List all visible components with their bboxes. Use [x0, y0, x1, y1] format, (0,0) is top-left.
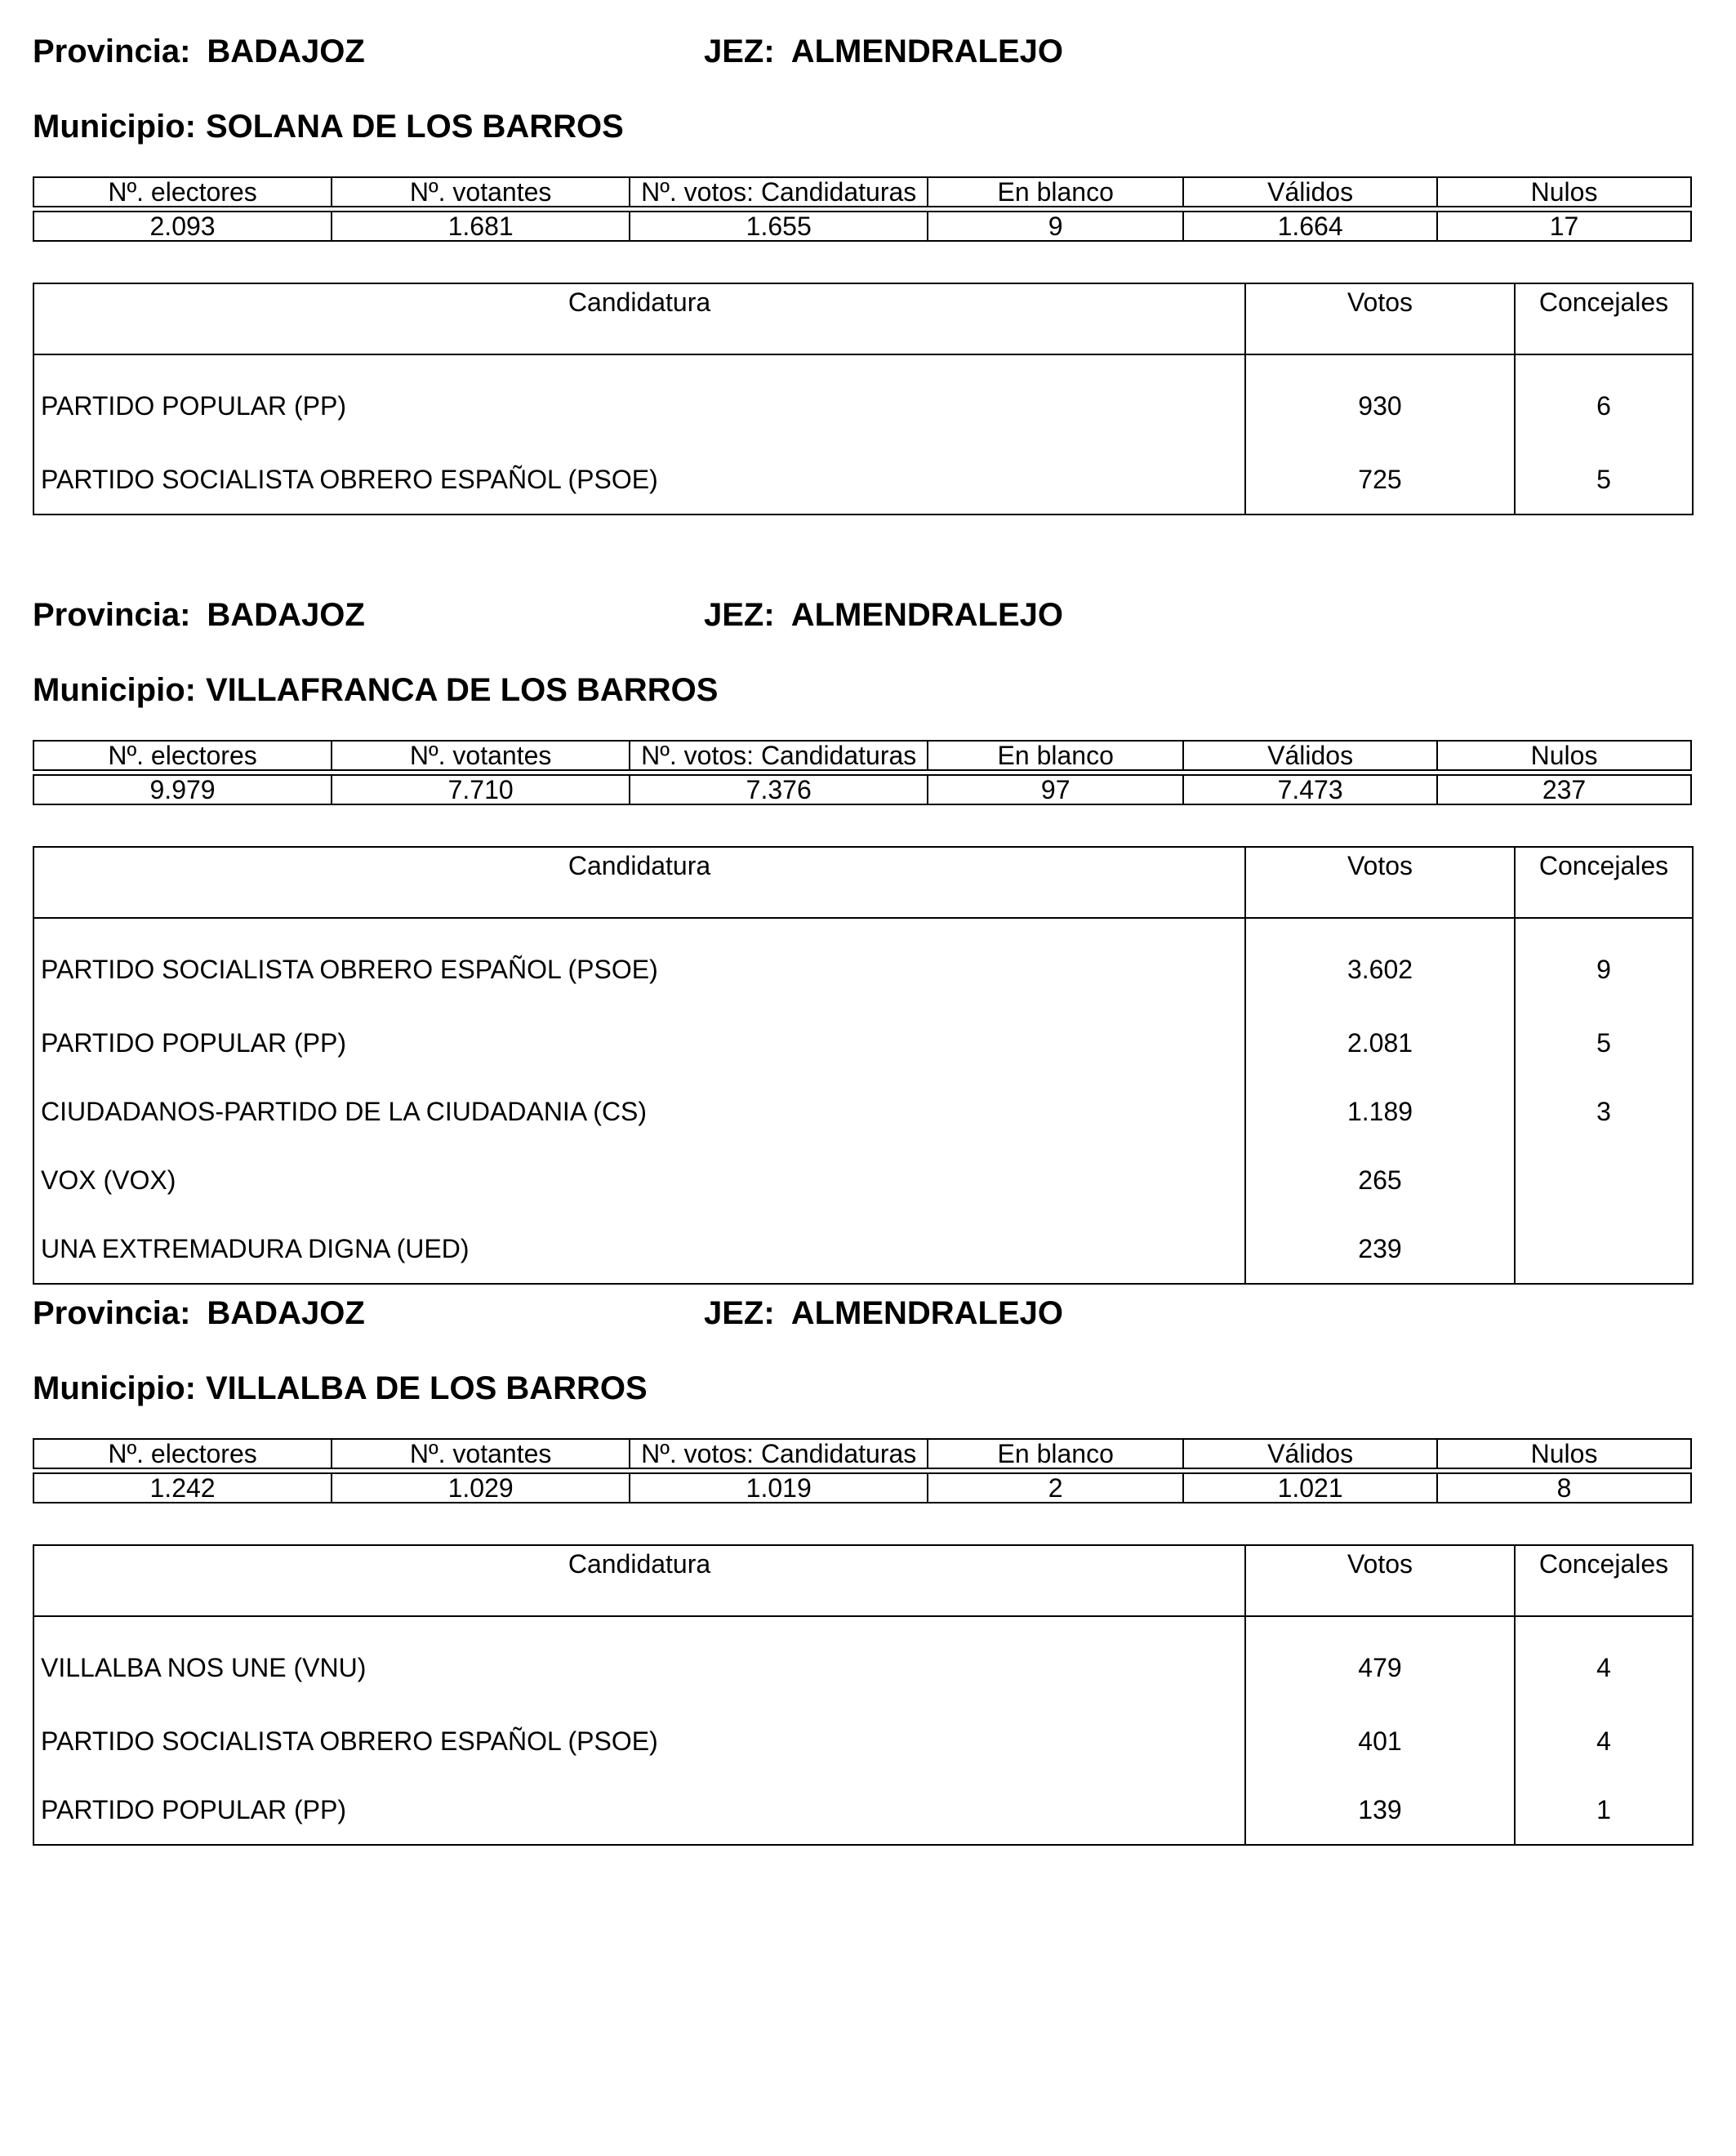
- results-table: [33, 1544, 1694, 1846]
- party-seats: 3: [1515, 1077, 1693, 1146]
- party-name: PARTIDO SOCIALISTA OBRERO ESPAÑOL (PSOE): [41, 1726, 658, 1756]
- candidatura-header: Candidatura: [33, 283, 1245, 354]
- summary-table: [33, 740, 1692, 805]
- jez-label: JEZ:: [704, 33, 775, 69]
- summary-value-cell: 9.979: [33, 775, 332, 804]
- jez-value: ALMENDRALEJO: [790, 597, 1064, 633]
- concejales-header: Concejales: [1515, 847, 1693, 918]
- summary-header-cell: En blanco: [928, 177, 1183, 207]
- party-seats: 5: [1515, 445, 1693, 514]
- summary-header-cell: Nº. electores: [33, 1439, 332, 1468]
- municipio-heading: [33, 108, 624, 145]
- summary-value-cell: 1.029: [332, 1473, 630, 1503]
- candidatura-header: Candidatura: [33, 847, 1245, 918]
- party-votes: 401: [1245, 1707, 1515, 1775]
- result-row: [33, 445, 1693, 514]
- party-seats: 6: [1515, 354, 1693, 445]
- summary-value-cell: 1.019: [630, 1473, 928, 1503]
- summary-value-cell: 1.664: [1183, 212, 1437, 241]
- jez-heading: [704, 33, 1063, 70]
- municipio-heading: [33, 671, 718, 709]
- summary-header-cell: Nº. electores: [33, 741, 332, 770]
- results-table: [33, 283, 1694, 515]
- summary-header-cell: En blanco: [928, 1439, 1183, 1468]
- concejales-header: Concejales: [1515, 1545, 1693, 1616]
- party-votes: 1.189: [1245, 1077, 1515, 1146]
- party-votes: 479: [1245, 1616, 1515, 1707]
- party-votes: 265: [1245, 1146, 1515, 1214]
- party-name: CIUDADANOS-PARTIDO DE LA CIUDADANIA (CS): [41, 1096, 648, 1126]
- municipality-section: [0, 564, 1736, 1266]
- municipality-section: [0, 1262, 1736, 1964]
- jez-heading: [704, 596, 1063, 634]
- result-row: [33, 1707, 1693, 1775]
- summary-value-cell: 17: [1437, 212, 1691, 241]
- municipio-label: Municipio:: [33, 109, 196, 145]
- result-row: [33, 1616, 1693, 1707]
- summary-value-cell: 97: [928, 775, 1183, 804]
- party-name: PARTIDO POPULAR (PP): [41, 1027, 346, 1058]
- votos-header: Votos: [1245, 283, 1515, 354]
- municipio-label: Municipio:: [33, 1370, 196, 1406]
- summary-value-cell: 237: [1437, 775, 1691, 804]
- summary-value-cell: 7.376: [630, 775, 928, 804]
- municipio-value: VILLAFRANCA DE LOS BARROS: [205, 672, 719, 708]
- party-votes: 239: [1245, 1214, 1515, 1284]
- summary-value-cell: 7.473: [1183, 775, 1437, 804]
- party-votes: 725: [1245, 445, 1515, 514]
- results-header-row: [33, 283, 1693, 354]
- jez-heading: [704, 1294, 1063, 1332]
- summary-table: [33, 176, 1692, 242]
- provincia-value: BADAJOZ: [207, 1295, 365, 1331]
- summary-value-cell: 1.021: [1183, 1473, 1437, 1503]
- municipio-heading: [33, 1370, 648, 1407]
- summary-value-cell: 8: [1437, 1473, 1691, 1503]
- summary-header-cell: Nº. votantes: [332, 1439, 630, 1468]
- summary-header-cell: Nulos: [1437, 177, 1691, 207]
- summary-value-cell: 9: [928, 212, 1183, 241]
- provincia-label: Provincia:: [33, 1295, 191, 1331]
- result-row: [33, 1009, 1693, 1077]
- summary-header-cell: Nº. votos: Candidaturas: [630, 177, 928, 207]
- summary-value-row: [33, 212, 1691, 241]
- summary-value-row: [33, 1473, 1691, 1503]
- result-row: [33, 918, 1693, 1009]
- candidatura-header: Candidatura: [33, 1545, 1245, 1616]
- jez-value: ALMENDRALEJO: [790, 33, 1064, 69]
- summary-header-cell: Nulos: [1437, 1439, 1691, 1468]
- provincia-heading: [33, 596, 365, 634]
- provincia-label: Provincia:: [33, 33, 191, 69]
- summary-value-cell: 2.093: [33, 212, 332, 241]
- jez-label: JEZ:: [704, 597, 775, 633]
- party-votes: 930: [1245, 354, 1515, 445]
- summary-value-cell: 2: [928, 1473, 1183, 1503]
- jez-label: JEZ:: [704, 1295, 775, 1331]
- summary-header-cell: Nulos: [1437, 741, 1691, 770]
- result-row: [33, 354, 1693, 445]
- summary-header-cell: Válidos: [1183, 741, 1437, 770]
- summary-table: [33, 1438, 1692, 1503]
- votos-header: Votos: [1245, 1545, 1515, 1616]
- jez-value: ALMENDRALEJO: [790, 1295, 1064, 1331]
- party-name: UNA EXTREMADURA DIGNA (UED): [41, 1233, 470, 1263]
- summary-header-row: [33, 1439, 1691, 1468]
- summary-value-cell: 1.242: [33, 1473, 332, 1503]
- provincia-heading: [33, 1294, 365, 1332]
- summary-header-row: [33, 741, 1691, 770]
- summary-header-cell: En blanco: [928, 741, 1183, 770]
- results-table: [33, 846, 1694, 1285]
- party-seats: 4: [1515, 1707, 1693, 1775]
- votos-header: Votos: [1245, 847, 1515, 918]
- party-name: PARTIDO SOCIALISTA OBRERO ESPAÑOL (PSOE): [41, 464, 658, 494]
- results-header-row: [33, 1545, 1693, 1616]
- summary-header-cell: Nº. votantes: [332, 741, 630, 770]
- summary-header-cell: Nº. votos: Candidaturas: [630, 741, 928, 770]
- party-seats: 1: [1515, 1775, 1693, 1845]
- provincia-heading: [33, 33, 365, 70]
- municipio-value: SOLANA DE LOS BARROS: [205, 109, 624, 145]
- summary-header-cell: Nº. votos: Candidaturas: [630, 1439, 928, 1468]
- party-name: VOX (VOX): [41, 1165, 176, 1195]
- provincia-value: BADAJOZ: [207, 597, 365, 633]
- party-votes: 2.081: [1245, 1009, 1515, 1077]
- summary-header-cell: Nº. electores: [33, 177, 332, 207]
- provincia-value: BADAJOZ: [207, 33, 365, 69]
- summary-value-row: [33, 775, 1691, 804]
- concejales-header: Concejales: [1515, 283, 1693, 354]
- result-row: [33, 1775, 1693, 1845]
- summary-header-row: [33, 177, 1691, 207]
- municipio-value: VILLALBA DE LOS BARROS: [205, 1370, 648, 1406]
- party-name: PARTIDO SOCIALISTA OBRERO ESPAÑOL (PSOE): [41, 954, 658, 984]
- summary-value-cell: 1.655: [630, 212, 928, 241]
- party-name: VILLALBA NOS UNE (VNU): [41, 1652, 367, 1682]
- party-seats: 9: [1515, 918, 1693, 1009]
- party-seats: 4: [1515, 1616, 1693, 1707]
- result-row: [33, 1077, 1693, 1146]
- municipio-label: Municipio:: [33, 672, 196, 708]
- party-votes: 139: [1245, 1775, 1515, 1845]
- provincia-label: Provincia:: [33, 597, 191, 633]
- summary-header-cell: Nº. votantes: [332, 177, 630, 207]
- summary-header-cell: Válidos: [1183, 1439, 1437, 1468]
- result-row: [33, 1146, 1693, 1214]
- party-seats: 5: [1515, 1009, 1693, 1077]
- party-name: PARTIDO POPULAR (PP): [41, 390, 346, 421]
- summary-value-cell: 7.710: [332, 775, 630, 804]
- party-votes: 3.602: [1245, 918, 1515, 1009]
- party-seats: [1515, 1146, 1693, 1214]
- party-name: PARTIDO POPULAR (PP): [41, 1794, 346, 1824]
- summary-value-cell: 1.681: [332, 212, 630, 241]
- results-header-row: [33, 847, 1693, 918]
- summary-header-cell: Válidos: [1183, 177, 1437, 207]
